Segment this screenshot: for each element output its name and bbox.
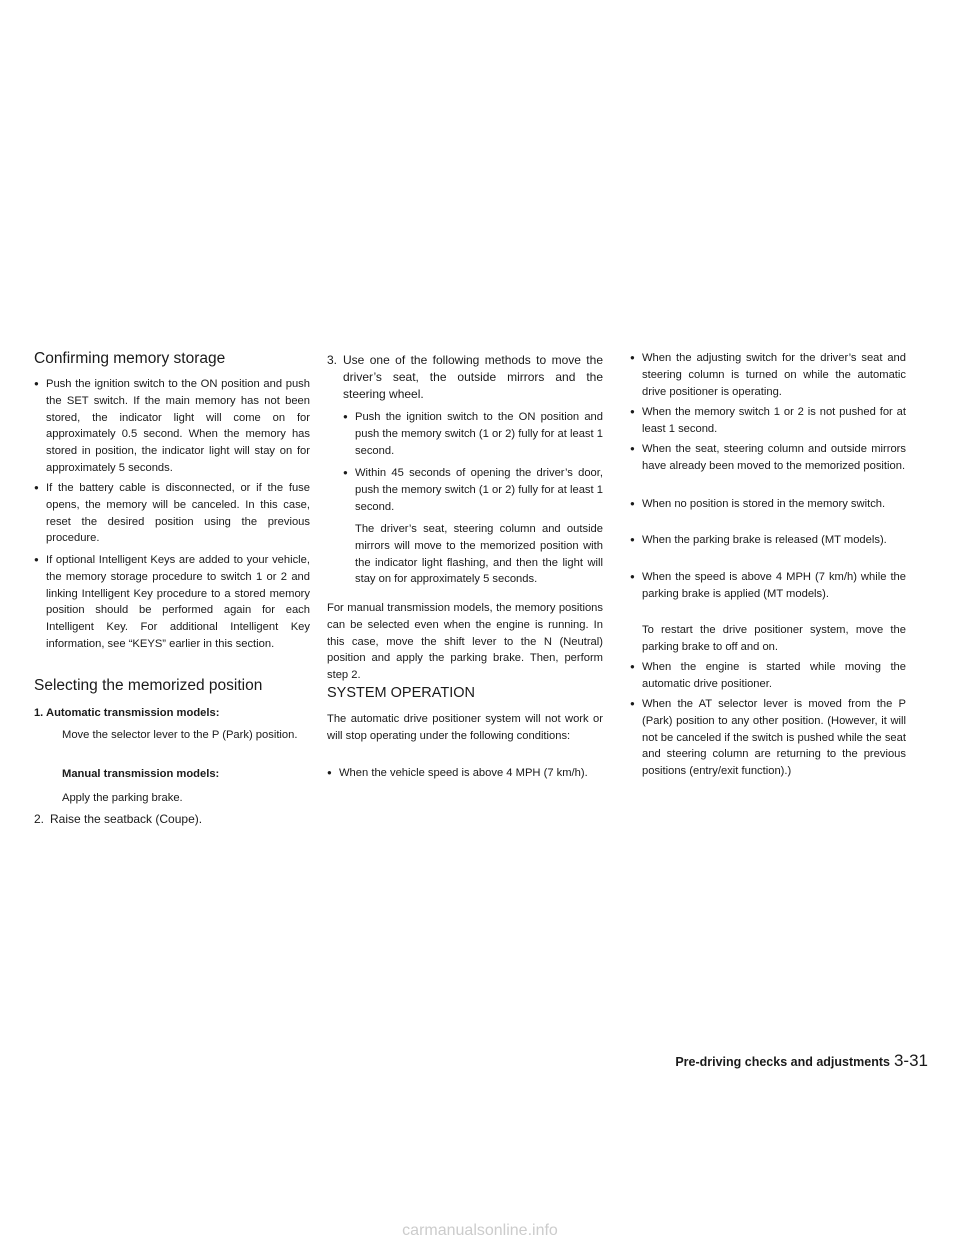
step-3 — [327, 352, 603, 403]
step-text: Move the selector lever to the P (Park) position. — [62, 729, 298, 741]
manual-transmission-paragraph: For manual transmission models, the memory positions can be selected even when the engine is running. In this case, move the shift lever to the N (Neutral) position and apply the parking brake. Then, perform step 2. — [327, 602, 603, 682]
step-note: The driver’s seat, steering column and outside mirrors will move to the memorized position with the indicator light flashing, and then the light will stay on for approximately 5 seconds. — [355, 523, 603, 586]
bullet-item: ● When no position is stored in the memory switch. — [630, 496, 906, 513]
step-number: 2. — [34, 812, 45, 826]
step-title: Automatic transmission models: — [46, 707, 220, 719]
bullet-item: ● If optional Intelligent Keys are added to your vehicle, the memory storage procedure to switch 1 or 2 and linking Intelligent Key procedure to a stored memory position should be performed again for each Intelligent Key. For additional Intelligent Key information, see “KEYS” earlier in this section. — [34, 552, 310, 653]
heading-selecting-memorized-position: Selecting the memorized position — [34, 677, 263, 694]
system-operation-paragraph: The automatic drive positioner system will not work or will stop operating under the following conditions: — [327, 713, 603, 742]
step-text: Raise the seatback (Coupe). — [50, 812, 203, 826]
heading-system-operation: SYSTEM OPERATION — [327, 685, 475, 701]
bullet-item: ● When the parking brake is released (MT models). — [630, 532, 906, 549]
bullet-item: ● When the adjusting switch for the driver’s seat and steering column is turned on while the automatic drive positioner is operating. — [630, 350, 906, 400]
page-footer — [630, 1051, 928, 1071]
bullet-item: ● When the engine is started while moving the automatic drive positioner. — [630, 659, 906, 693]
bullet-item: ● When the speed is above 4 MPH (7 km/h) while the parking brake is applied (MT models). — [630, 569, 906, 603]
heading-confirming-memory-storage: Confirming memory storage — [34, 350, 226, 367]
step-number: 3. — [327, 353, 338, 367]
bullet-item: ● Within 45 seconds of opening the driver’s door, push the memory switch (1 or 2) fully for at least 1 second. — [343, 465, 603, 515]
step-number: 1. — [34, 707, 44, 719]
step-2 — [34, 811, 310, 828]
page-number: 3-31 — [893, 1051, 928, 1070]
bullet-item: ● If the battery cable is disconnected, or if the fuse opens, the memory will be canceled. In this case, reset the desired position using the previous procedure. — [34, 480, 310, 547]
step-subtitle: Manual transmission models: — [62, 768, 220, 780]
restart-note: To restart the drive positioner system, move the parking brake to off and on. — [642, 624, 906, 653]
bullet-item: ● Push the ignition switch to the ON position and push the memory switch (1 or 2) fully for at least 1 second. — [343, 409, 603, 459]
bullet-item: ● When the seat, steering column and outside mirrors have already been moved to the memorized position. — [630, 441, 906, 475]
watermark: carmanualsonline.info — [402, 1222, 558, 1239]
step-subtext: Apply the parking brake. — [62, 792, 183, 804]
step-text: Use one of the following methods to move the driver’s seat, the outside mirrors and the steering wheel. — [343, 353, 603, 401]
section-title: Pre-driving checks and adjustments — [675, 1055, 890, 1069]
bullet-item: ● When the AT selector lever is moved from the P (Park) position to any other position. (However, it will not be canceled if the switch is pushed while the seat and steering column are returning to the previous positions (entry/exit function).) — [630, 696, 906, 780]
bullet-item: ● When the memory switch 1 or 2 is not pushed for at least 1 second. — [630, 404, 906, 438]
bullet-item: ● When the vehicle speed is above 4 MPH (7 km/h). — [327, 765, 603, 782]
bullet-item: ● Push the ignition switch to the ON position and push the SET switch. If the main memory has not been stored, the indicator light will come on for approximately 0.5 second. When the memory has stored in position, the indicator light will stay on for approximately 5 seconds. — [34, 376, 310, 477]
